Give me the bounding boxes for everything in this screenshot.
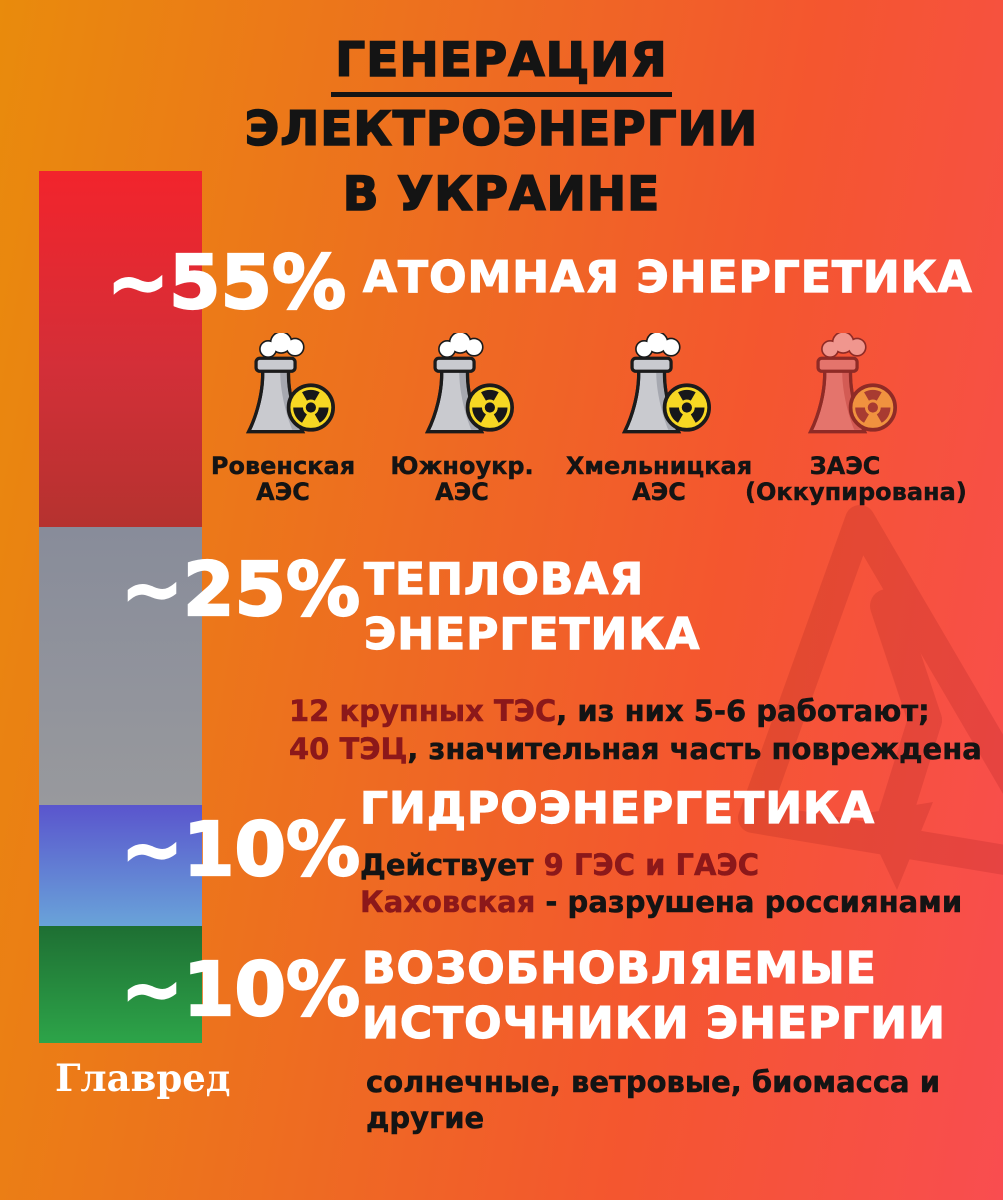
plant-zaporizhzhia-occupied <box>745 333 967 506</box>
plant-label: Южноукр. АЭС <box>390 452 534 506</box>
heading-renewables-line1: ВОЗОБНОВЛЯЕМЫЕ <box>362 943 877 994</box>
title-line-2: ЭЛЕКТРОЭНЕРГИИ <box>244 102 759 158</box>
percent-thermal: ~25% <box>121 547 361 633</box>
heading-hydro: ГИДРОЭНЕРГЕТИКА <box>360 783 876 834</box>
nuclear-plant-occupied-icon <box>793 333 897 443</box>
title-line-1 <box>0 28 1003 97</box>
heading-thermal-line2: ЭНЕРГЕТИКА <box>364 609 701 660</box>
percent-hydro: ~10% <box>121 807 361 893</box>
thermal-detail-line2: 40 ТЭЦ, значительная часть повреждена <box>289 732 982 766</box>
nuclear-plant-icon <box>231 333 335 443</box>
nuclear-plant-icon <box>607 333 711 443</box>
percent-nuclear: ~55% <box>107 240 347 326</box>
hydro-detail-line1: Действует 9 ГЭС и ГАЭС <box>360 848 759 882</box>
renewables-details <box>366 1064 966 1136</box>
thermal-details <box>289 692 982 768</box>
heading-thermal-line1: ТЕПЛОВАЯ <box>364 554 645 605</box>
thermal-detail-line1: 12 крупных ТЭС, из них 5-6 работают; <box>289 694 930 728</box>
heading-renewables <box>362 941 946 1051</box>
page-title <box>0 28 1003 227</box>
source-logo: Главред <box>55 1056 231 1100</box>
heading-thermal <box>364 552 700 662</box>
title-line-3: В УКРАИНЕ <box>342 167 661 223</box>
nuclear-plant-icon <box>410 333 514 443</box>
plant-khmelnytskyi <box>559 333 759 505</box>
hydro-details <box>360 847 962 921</box>
plant-label: ЗАЭС (Оккупирована) <box>745 452 967 506</box>
renewables-detail-line1: солнечные, ветровые, биомасса и <box>366 1065 941 1099</box>
hydro-detail-line2: Каховская - разрушена россиянами <box>360 885 963 919</box>
percent-renewables: ~10% <box>121 947 361 1033</box>
heading-renewables-line2: ИСТОЧНИКИ ЭНЕРГИИ <box>362 998 946 1049</box>
title-underlined-word: ГЕНЕРАЦИЯ <box>331 36 671 97</box>
plant-label: Ровенская АЭС <box>210 452 356 506</box>
renewables-detail-line2: другие <box>366 1101 485 1135</box>
plant-southukraine <box>362 333 562 505</box>
plant-rivne <box>183 333 383 505</box>
plant-label: Хмельницкая АЭС <box>565 452 753 506</box>
heading-nuclear: АТОМНАЯ ЭНЕРГЕТИКА <box>363 252 973 303</box>
